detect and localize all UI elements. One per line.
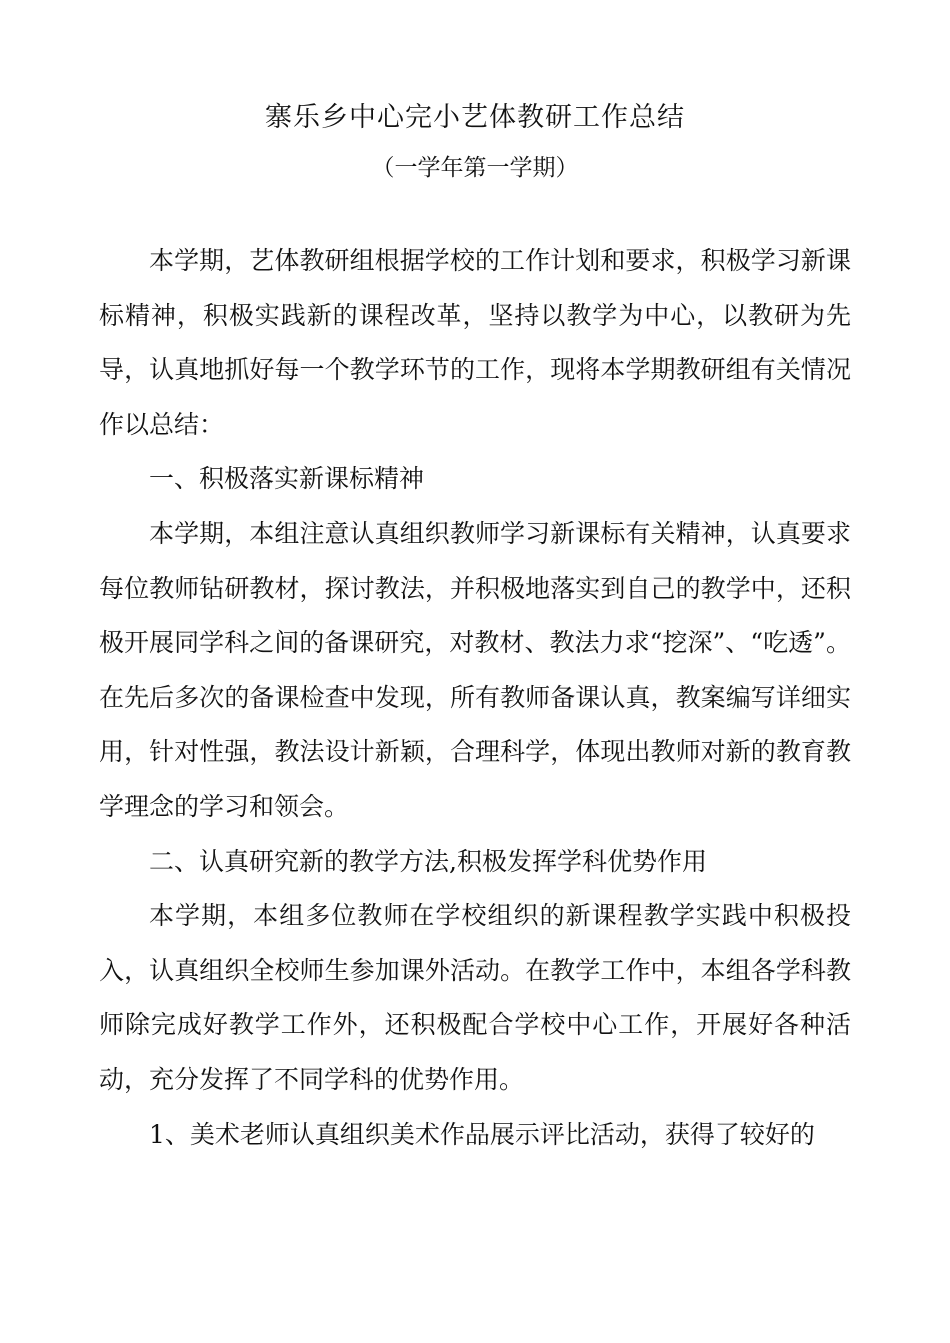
section-1-paragraph: 本学期，本组注意认真组织教师学习新课标有关精神，认真要求每位教师钻研教材，探讨教法，并积极地落实到自己的教学中，还积极开展同学科之间的备课研究，对教材、教法力求“挖深”、“吃透”。在先后多次的备课检查中发现，所有教师备课认真，教案编写详细实用，针对性强，教法设计新颖，合理科学，体现出教师对新的教育教学理念的学习和领会。 bbox=[99, 518, 851, 821]
document-title: 寨乐乡中心完小艺体教研工作总结 bbox=[265, 102, 685, 133]
section-heading-2: 二、认真研究新的教学方法,积极发挥学科优势作用 bbox=[149, 846, 707, 876]
intro-paragraph: 本学期，艺体教研组根据学校的工作计划和要求，积极学习新课标精神，积极实践新的课程改革，坚持以教学为中心，以教研为先导，认真地抓好每一个教学环节的工作，现将本学期教研组有关情况作以总结： bbox=[99, 246, 851, 439]
section-2-paragraph: 本学期，本组多位教师在学校组织的新课程教学实践中积极投入，认真组织全校师生参加课外活动。在教学工作中，本组各学科教师除完成好教学工作外，还积极配合学校中心工作，开展好各种活动，充分发挥了不同学科的优势作用。 bbox=[99, 901, 851, 1094]
list-item-1: 1、美术老师认真组织美术作品展示评比活动，获得了较好的 bbox=[149, 1119, 815, 1149]
section-heading-1: 一、积极落实新课标精神 bbox=[149, 464, 425, 494]
document-subtitle: （一学年第一学期） bbox=[371, 155, 579, 181]
document-body bbox=[99, 234, 851, 1162]
